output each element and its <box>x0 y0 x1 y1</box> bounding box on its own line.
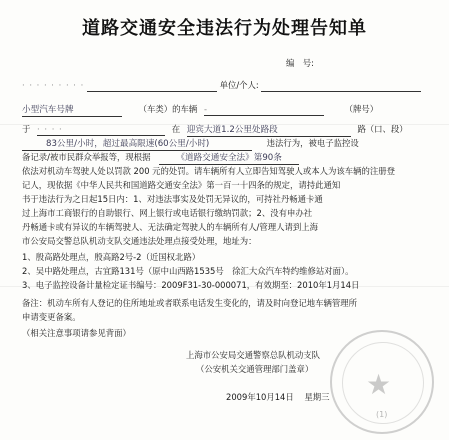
address-item: 3、电子监控设备计量检定证书编号：2009F31-30-000071，有效期至：2010年1月14日 <box>22 280 360 290</box>
serial-number-label: 编 号: <box>286 58 314 68</box>
speed-text: 83公里/小时，超过最高限速(60公里/小时) <box>22 139 252 151</box>
attention-note: （相关注意事项请参见背面） <box>22 328 131 338</box>
document-title: 道路交通安全违法行为处理告知单 <box>82 18 367 39</box>
body-line: 市公安局交警总队机动支队交通违法处理点接受处理，地址为： <box>22 236 257 246</box>
address-item: 2、吴中路处理点，古宜路131号（原中山西路1535号 徐汇大众汽车特约维修站对面）。 <box>22 266 354 276</box>
plate-type: 小型汽车号牌 <box>22 105 122 117</box>
law-ref: 《道路交通安全法》第90条 <box>159 153 299 165</box>
seal-number: (1) <box>376 410 388 419</box>
body-line: 过上海市工商银行的自助银行、网上银行或电话银行缴纳罚款；2、没有申办社 <box>22 208 313 218</box>
weekday: 星期三 <box>304 392 330 402</box>
issuer-name: 上海市公安局交通警察总队机动支队 <box>186 350 320 360</box>
issue-date <box>226 392 330 403</box>
party-field <box>22 80 421 92</box>
redacted-date: · · · · <box>37 124 165 136</box>
redacted-name: · · · · · · · · · <box>22 80 85 90</box>
speed-line <box>22 138 359 151</box>
date-value: 2009年10月14日 <box>226 392 294 402</box>
party-blank-2 <box>261 80 421 92</box>
category-label: （车类）的车辆 <box>138 104 198 114</box>
body-line: 备记录/被市民群众举报等，现根据 <box>22 152 151 162</box>
star-icon: ★ <box>366 368 392 401</box>
party-label: 单位/个人: <box>219 80 259 90</box>
body-line: 依法对机动车驾驶人处以罚款 200 元的处罚。请车辆所有人立即告知驾驶人或本人为该车辆的注册登 <box>22 166 396 176</box>
speed-suffix: 违法行为，被电子监控设 <box>266 138 359 148</box>
vehicle-line <box>22 104 378 117</box>
official-seal <box>330 330 434 434</box>
body-line: 记人，现依据《中华人民共和国道路交通安全法》第一百一十四条的规定，请持此通知 <box>22 180 341 190</box>
address-item: 1、殷高路处理点，殷高路2号-2（近国权北路） <box>22 252 201 262</box>
party-blank <box>87 80 217 92</box>
date-label: 于 <box>22 124 31 134</box>
plate-label: （牌号） <box>344 104 379 114</box>
note-line: 备注：机动车所有人登记的住所地址或者联系电话发生变化的，请及时向登记地车辆管理所 <box>22 298 357 308</box>
body-line-0 <box>22 152 299 165</box>
place-label: 在 <box>171 124 181 134</box>
issuer-seal-note: （公安机关交通管理部门盖章） <box>196 364 314 374</box>
redacted-plate: - <box>204 104 324 116</box>
date-place-line <box>22 124 408 137</box>
note-line: 申请变更备案。 <box>22 312 81 322</box>
body-line: 丹畅通卡或有异议的车辆驾驶人、无法确定驾驶人的车辆所有人/管理人请到上海 <box>22 222 318 232</box>
road-label: 路（口、段） <box>357 124 408 134</box>
body-line: 书于违法行为之日起15日内：1、对违法事实及处罚无异议的，可持社丹畅通卡通 <box>22 194 323 204</box>
location: 迎宾大道1.2公里处路段 <box>187 125 351 137</box>
